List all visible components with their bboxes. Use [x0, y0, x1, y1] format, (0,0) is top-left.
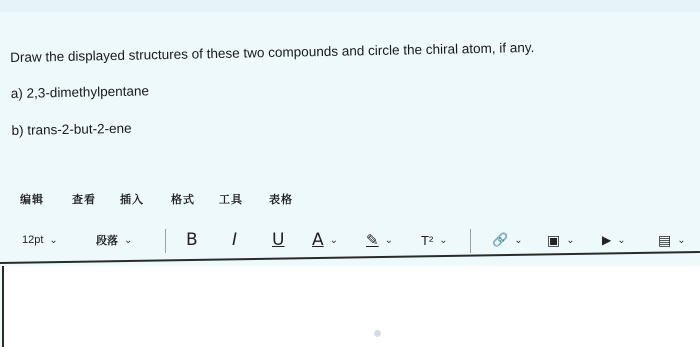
text-color-button[interactable]	[312, 225, 338, 255]
chevron-down-icon: ⌄	[124, 234, 133, 246]
menu-tools[interactable]: 工具	[219, 194, 243, 206]
menu-table[interactable]: 表格	[269, 194, 293, 206]
underline-button[interactable]	[272, 225, 284, 255]
menu-view[interactable]: 查看	[72, 194, 96, 206]
text-color-icon: A	[312, 230, 324, 250]
highlight-button[interactable]	[366, 225, 393, 255]
resize-dot	[374, 330, 381, 337]
embed-icon: ▤	[658, 231, 672, 248]
superscript-icon: T²	[421, 232, 434, 248]
chevron-down-icon: ⌄	[514, 234, 523, 246]
superscript-button[interactable]	[421, 225, 448, 255]
question-block	[10, 37, 694, 138]
media-button[interactable]	[602, 225, 626, 255]
question-part-a: a) 2,3-dimethylpentane	[10, 83, 150, 101]
question-part-b: b) trans-2-but-2-ene	[11, 120, 132, 138]
chevron-down-icon: ⌄	[566, 234, 575, 246]
chevron-down-icon: ⌄	[329, 234, 339, 246]
font-size-value: 12pt	[22, 234, 44, 246]
media-icon: ▶	[602, 233, 612, 247]
link-icon: 🔗	[492, 232, 509, 247]
image-icon: ▣	[547, 231, 561, 248]
menu-format[interactable]: 格式	[171, 194, 195, 206]
question-prompt: Draw the displayed structures of these two compounds and circle the chiral atom, if any.	[10, 39, 535, 65]
editor-text-area[interactable]	[2, 266, 700, 347]
chevron-down-icon: ⌄	[617, 234, 626, 246]
bold-button[interactable]	[186, 225, 198, 255]
italic-icon: I	[232, 230, 238, 250]
bold-icon: B	[186, 230, 198, 250]
chevron-down-icon: ⌄	[677, 234, 686, 246]
menu-edit[interactable]: 编辑	[20, 194, 44, 206]
toolbar-separator	[470, 229, 471, 253]
italic-button[interactable]	[232, 225, 237, 255]
paragraph-value: 段落	[96, 235, 118, 247]
underline-icon: U	[272, 230, 285, 250]
paragraph-select[interactable]	[96, 225, 132, 255]
menu-insert[interactable]: 插入	[120, 194, 144, 206]
chevron-down-icon: ⌄	[439, 234, 448, 246]
font-size-select[interactable]	[22, 225, 58, 255]
image-button[interactable]	[547, 225, 575, 255]
toolbar-separator	[165, 229, 166, 253]
highlight-icon: ✎	[366, 231, 379, 249]
chevron-down-icon: ⌄	[384, 234, 393, 246]
top-edge	[0, 0, 700, 12]
chevron-down-icon: ⌄	[49, 234, 58, 246]
link-button[interactable]	[492, 225, 523, 255]
